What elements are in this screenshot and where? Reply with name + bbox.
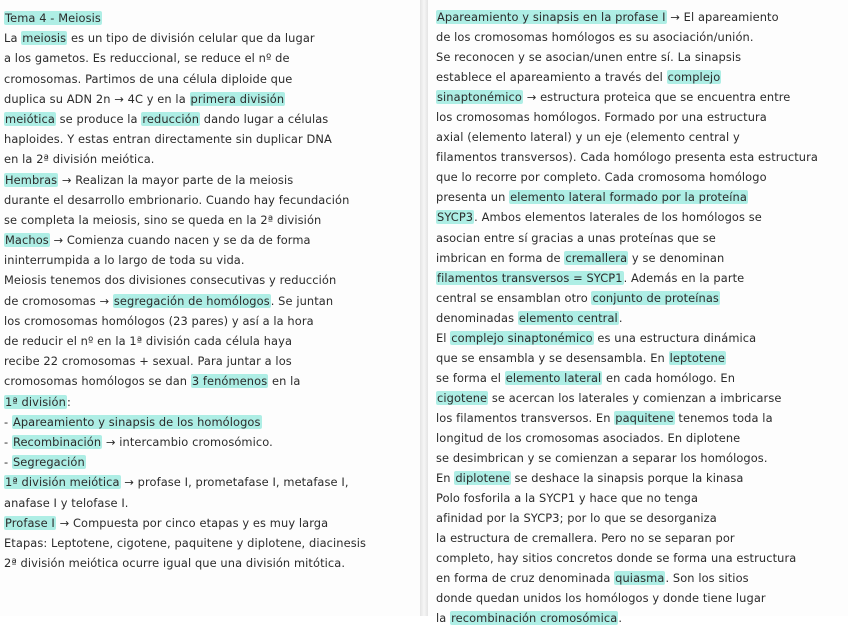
text-segment: anafase I y telofase I.: [4, 495, 129, 510]
page-gutter: [420, 0, 428, 616]
text-line: [4, 129, 414, 149]
text-line: [4, 412, 414, 432]
text-line: [436, 107, 842, 127]
highlighted-text: primera división: [190, 91, 285, 106]
text-line: [4, 190, 414, 210]
text-segment: axial (elemento lateral) y un eje (elemento central y: [436, 130, 740, 145]
highlighted-text: paquitene: [615, 410, 674, 425]
text-segment: → estructura proteica que se encuentra entre: [522, 90, 791, 105]
text-line: [4, 149, 414, 169]
text-segment: presenta un: [436, 190, 510, 205]
text-segment: la estructura de cremallera. Pero no se separan por: [436, 531, 735, 546]
text-segment: a los gametos. Es reduccional, se reduce el nº de: [4, 51, 290, 66]
highlighted-text: conjunto de proteínas: [592, 290, 719, 305]
text-segment: longitud de los cromosomas asociados. En diplotene: [436, 430, 741, 445]
text-line: [4, 513, 414, 533]
text-segment: los cromosomas homólogos (23 pares) y así a la hora: [4, 313, 314, 328]
text-line: [4, 331, 414, 351]
text-line: [436, 368, 842, 388]
text-segment: se deshace la sinapsis porque la kinasa: [510, 471, 744, 486]
right-notebook-page: [428, 0, 848, 626]
text-line: [436, 348, 842, 368]
text-line: [4, 371, 414, 391]
text-segment: imbrican en forma de: [436, 250, 565, 265]
text-segment: en la: [268, 374, 301, 389]
highlighted-text: meiosis: [22, 31, 67, 46]
text-segment: . Se juntan: [270, 293, 334, 308]
text-line: [436, 67, 842, 87]
text-line: [436, 288, 842, 308]
highlighted-text: Profase I: [5, 515, 55, 530]
text-segment: .: [618, 310, 623, 325]
text-line: [4, 210, 414, 230]
highlighted-text: cremallera: [565, 250, 628, 265]
text-line: [436, 328, 842, 348]
text-segment: duplica su ADN 2n → 4C y en la: [4, 91, 190, 106]
text-segment: recibe 22 cromosomas + sexual. Para juntar a los: [4, 354, 292, 369]
text-segment: Se reconocen y se asocian/unen entre sí. La sinapsis: [436, 50, 742, 65]
text-segment: → Comienza cuando nacen y se da de forma: [49, 233, 311, 248]
text-segment: tenemos toda la: [674, 410, 773, 425]
highlighted-text: Apareamiento y sinapsis de los homólogos: [12, 414, 261, 429]
text-line: [4, 472, 414, 492]
text-line: [436, 508, 842, 528]
text-segment: asocian entre sí gracias a unas proteínas que se: [436, 230, 716, 245]
highlighted-text: recombinación cromosómica: [451, 611, 618, 626]
text-line: [4, 553, 414, 573]
text-segment: es una estructura dinámica: [593, 330, 757, 345]
text-line: [436, 608, 842, 628]
highlighted-text: cigotene: [437, 390, 488, 405]
highlighted-text: elemento central: [518, 310, 618, 325]
highlighted-text: meiótica: [5, 111, 55, 126]
highlighted-text: Segregación: [12, 455, 85, 470]
text-segment: .: [618, 611, 623, 626]
text-line: [436, 488, 842, 508]
text-line: [4, 392, 414, 412]
text-line: [4, 230, 414, 250]
highlighted-text: 1ª división meiótica: [5, 475, 120, 490]
text-line: [436, 27, 842, 47]
text-line: [436, 167, 842, 187]
text-segment: → intercambio cromosómico.: [102, 434, 273, 449]
text-segment: La: [4, 31, 22, 46]
text-line: [436, 268, 842, 288]
text-segment: → El apareamiento: [666, 10, 779, 24]
highlighted-text: reducción: [142, 111, 200, 126]
text-line: [4, 291, 414, 311]
text-segment: en forma de cruz denominada: [436, 571, 615, 586]
text-segment: se acercan los laterales y comienzan a imbricarse: [488, 390, 782, 405]
text-segment: → Compuesta por cinco etapas y es muy larga: [55, 515, 329, 530]
highlighted-text: SYCP3: [437, 210, 474, 225]
text-line: [4, 28, 414, 48]
highlighted-text: sinaptonémico: [437, 90, 522, 105]
text-segment: los filamentos transversos. En: [436, 410, 615, 425]
text-line: [436, 428, 842, 448]
text-segment: los cromosomas homólogos. Formado por una estructura: [436, 110, 767, 125]
text-segment: donde quedan unidos los homólogos y donde tiene lugar: [436, 591, 766, 606]
text-line: [436, 448, 842, 468]
text-line: [4, 351, 414, 371]
text-line: [4, 69, 414, 89]
left-notebook-page: [0, 0, 420, 616]
text-segment: durante el desarrollo embrionario. Cuando hay fecundación: [4, 192, 350, 207]
text-line: [4, 250, 414, 270]
highlighted-text: Hembras: [5, 172, 58, 187]
text-segment: se completa la meiosis, sino se queda en la 2ª división: [4, 212, 322, 227]
text-segment: . Son los sitios: [665, 571, 749, 586]
text-segment: 2ª división meiótica ocurre igual que una división mitótica.: [4, 556, 346, 571]
highlighted-text: diplotene: [455, 471, 510, 486]
text-segment: central se ensamblan otro: [436, 290, 592, 305]
text-segment: cromosomas. Partimos de una célula diploide que: [4, 71, 293, 86]
text-line: [4, 270, 414, 290]
text-line: [436, 408, 842, 428]
text-segment: -: [4, 455, 12, 470]
text-segment: de reducir el nº en la 1ª división cada célula haya: [4, 334, 293, 348]
highlighted-text: complejo: [667, 70, 721, 85]
text-segment: y se denominan: [628, 250, 725, 265]
highlighted-text: Tema 4 - Meiosis: [5, 11, 101, 25]
text-line: [4, 109, 414, 129]
text-line: [436, 248, 842, 268]
text-segment: → profase I, prometafase I, metafase I,: [120, 475, 349, 490]
text-line: [436, 207, 842, 227]
highlighted-text: quiasma: [615, 571, 665, 586]
text-line: [4, 311, 414, 331]
text-segment: se desimbrican y se comienzan a separar los homólogos.: [436, 451, 768, 466]
text-segment: → Realizan la mayor parte de la meiosis: [58, 172, 294, 187]
highlighted-text: Apareamiento y sinapsis en la profase I: [437, 10, 666, 24]
text-segment: que lo recorre por completo. Cada cromosoma homólogo: [436, 170, 767, 185]
text-line: [4, 493, 414, 513]
text-segment: -: [4, 434, 12, 449]
text-line: [436, 548, 842, 568]
text-segment: completo, hay sitios concretos donde se forma una estructura: [436, 551, 797, 566]
text-line: [436, 87, 842, 107]
text-segment: . Ambos elementos laterales de los homólogos se: [474, 210, 762, 225]
text-line: [4, 89, 414, 109]
highlighted-text: Machos: [5, 233, 49, 248]
text-line: [436, 568, 842, 588]
text-line: [4, 452, 414, 472]
highlighted-text: segregación de homólogos: [113, 293, 270, 308]
text-line: [436, 588, 842, 608]
text-line: [436, 187, 842, 207]
text-line: [436, 228, 842, 248]
text-segment: se forma el: [436, 370, 505, 385]
text-segment: ininterrumpida a lo largo de toda su vida.: [4, 253, 245, 268]
text-segment: que se ensambla y se desensambla. En: [436, 350, 669, 365]
highlighted-text: 3 fenómenos: [191, 374, 268, 389]
text-segment: -: [4, 414, 12, 429]
text-line: [4, 48, 414, 68]
text-segment: de cromosomas →: [4, 293, 113, 308]
text-segment: la: [436, 611, 451, 626]
text-line: [436, 388, 842, 408]
text-segment: denominadas: [436, 310, 518, 325]
text-segment: afinidad por la SYCP3; por lo que se desorganiza: [436, 511, 717, 526]
text-segment: en cada homólogo. En: [602, 370, 736, 385]
text-segment: Polo fosforila a la SYCP1 y hace que no tenga: [436, 491, 699, 506]
highlighted-text: complejo sinaptonémico: [451, 330, 593, 345]
text-segment: . Además en la parte: [623, 270, 745, 285]
text-segment: de los cromosomas homólogos es su asociación/unión.: [436, 30, 754, 45]
text-line: [4, 8, 414, 28]
text-segment: establece el apareamiento a través del: [436, 70, 667, 85]
highlighted-text: leptotene: [669, 350, 726, 365]
text-segment: filamentos transversos). Cada homólogo presenta esta estructura: [436, 150, 818, 165]
text-segment: se produce la: [55, 111, 142, 126]
text-segment: cromosomas homólogos se dan: [4, 374, 191, 389]
highlighted-text: Recombinación: [12, 434, 102, 449]
text-segment: Etapas: Leptotene, cigotene, paquitene y diplotene, diacinesis: [4, 535, 367, 550]
text-segment: En: [436, 471, 455, 486]
text-line: [4, 533, 414, 553]
text-line: [4, 432, 414, 452]
highlighted-text: elemento lateral formado por la proteína: [510, 190, 747, 205]
text-segment: dando lugar a células: [200, 111, 329, 126]
text-line: [4, 170, 414, 190]
text-segment: en la 2ª división meiótica.: [4, 152, 155, 167]
text-line: [436, 7, 842, 27]
text-line: [436, 308, 842, 328]
highlighted-text: 1ª división: [5, 394, 66, 409]
text-segment: Meiosis tenemos dos divisiones consecutivas y reducción: [4, 273, 337, 288]
text-line: [436, 528, 842, 548]
text-line: [436, 127, 842, 147]
text-line: [436, 47, 842, 67]
text-segment: El: [436, 330, 451, 345]
highlighted-text: filamentos transversos = SYCP1: [437, 270, 623, 285]
text-line: [436, 468, 842, 488]
highlighted-text: elemento lateral: [505, 370, 602, 385]
text-segment: es un tipo de división celular que da lugar: [67, 31, 315, 46]
text-segment: haploides. Y estas entran directamente sin duplicar DNA: [4, 132, 332, 147]
text-line: [436, 147, 842, 167]
text-segment: :: [66, 394, 71, 409]
